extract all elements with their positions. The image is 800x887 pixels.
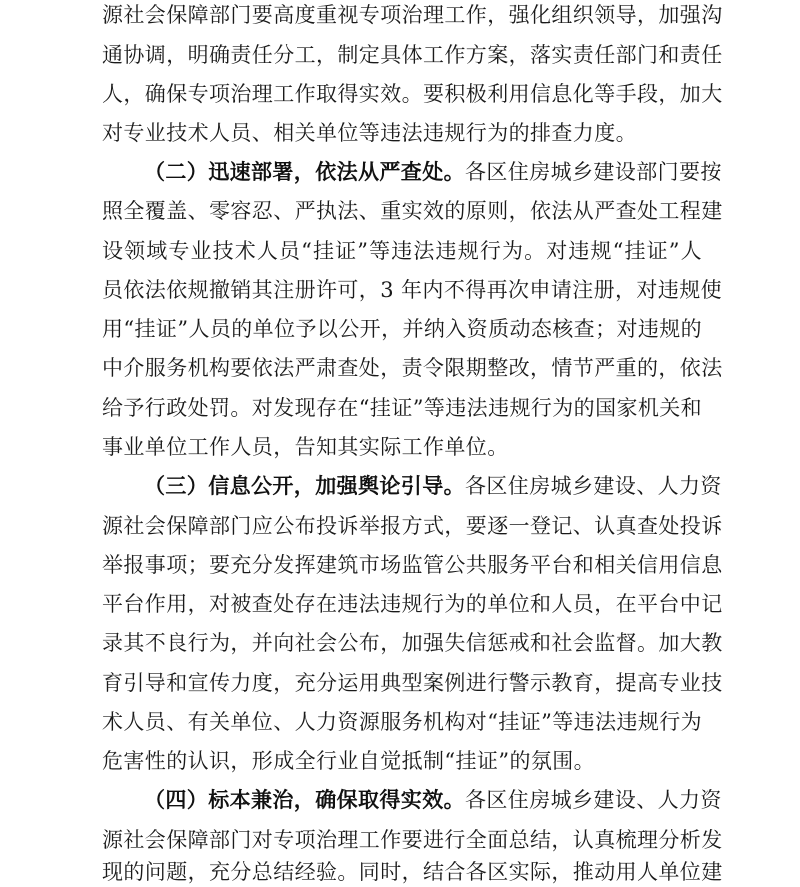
body-text-line: 员依法依规撤销其注册许可，3 年内不得再次申请注册，对违规使 xyxy=(102,278,723,302)
body-text-line: 设领域专业技术人员“挂证”等违法违规行为。对违规“挂证”人 xyxy=(102,239,702,263)
section-2-first-line-text: 各区住房城乡建设部门要按 xyxy=(465,160,722,184)
body-text-line: 现的问题，充分总结经验。同时，结合各区实际，推动用人单位建 xyxy=(102,860,723,884)
body-text-line: 中介服务机构要依法严肃查处，责令限期整改，情节严重的，依法 xyxy=(102,356,723,380)
body-text-line: 平台作用，对被查处存在违法违规行为的单位和人员，在平台中记 xyxy=(102,592,723,616)
body-text-line: 通协调，明确责任分工，制定具体工作方案，落实责任部门和责任 xyxy=(102,43,723,67)
body-text-line: 照全覆盖、零容忍、严执法、重实效的原则，依法从严查处工程建 xyxy=(102,199,723,223)
section-2-heading: （二）迅速部署，依法从严查处。 xyxy=(144,160,465,184)
section-4-first-line xyxy=(144,785,722,815)
body-text-line: 源社会保障部门对专项治理工作要进行全面总结，认真梳理分析发 xyxy=(102,828,723,852)
body-text-line: 育引导和宣传力度，充分运用典型案例进行警示教育，提高专业技 xyxy=(102,671,723,695)
section-4-heading: （四）标本兼治，确保取得实效。 xyxy=(144,788,465,812)
body-text-line: 用“挂证”人员的单位予以公开，并纳入资质动态核查；对违规的 xyxy=(102,317,703,341)
body-text-line: 源社会保障部门要高度重视专项治理工作，强化组织领导，加强沟 xyxy=(102,3,723,27)
section-4-first-line-text: 各区住房城乡建设、人力资 xyxy=(465,788,722,812)
body-text-line: 源社会保障部门应公布投诉举报方式，要逐一登记、认真查处投诉 xyxy=(102,514,723,538)
body-text-line: 给予行政处罚。对发现存在“挂证”等违法违规行为的国家机关和 xyxy=(102,396,703,420)
body-text-line: 录其不良行为，并向社会公布，加强失信惩戒和社会监督。加大教 xyxy=(102,631,723,655)
body-text-line: 事业单位工作人员，告知其实际工作单位。 xyxy=(102,435,509,459)
section-3-first-line-text: 各区住房城乡建设、人力资 xyxy=(465,474,722,498)
body-text-line: 举报事项；要充分发挥建筑市场监管公共服务平台和相关信用信息 xyxy=(102,553,723,577)
body-text-line: 对专业技术人员、相关单位等违法违规行为的排查力度。 xyxy=(102,121,637,145)
section-2-first-line xyxy=(144,157,722,187)
body-text-line: 危害性的认识，形成全行业自觉抵制“挂证”的氛围。 xyxy=(102,749,596,773)
section-3-heading: （三）信息公开，加强舆论引导。 xyxy=(144,474,465,498)
section-3-first-line xyxy=(144,471,722,501)
body-text-line: 术人员、有关单位、人力资源服务机构对“挂证”等违法违规行为 xyxy=(102,710,703,734)
body-text-line: 人，确保专项治理工作取得实效。要积极利用信息化等手段，加大 xyxy=(102,82,723,106)
